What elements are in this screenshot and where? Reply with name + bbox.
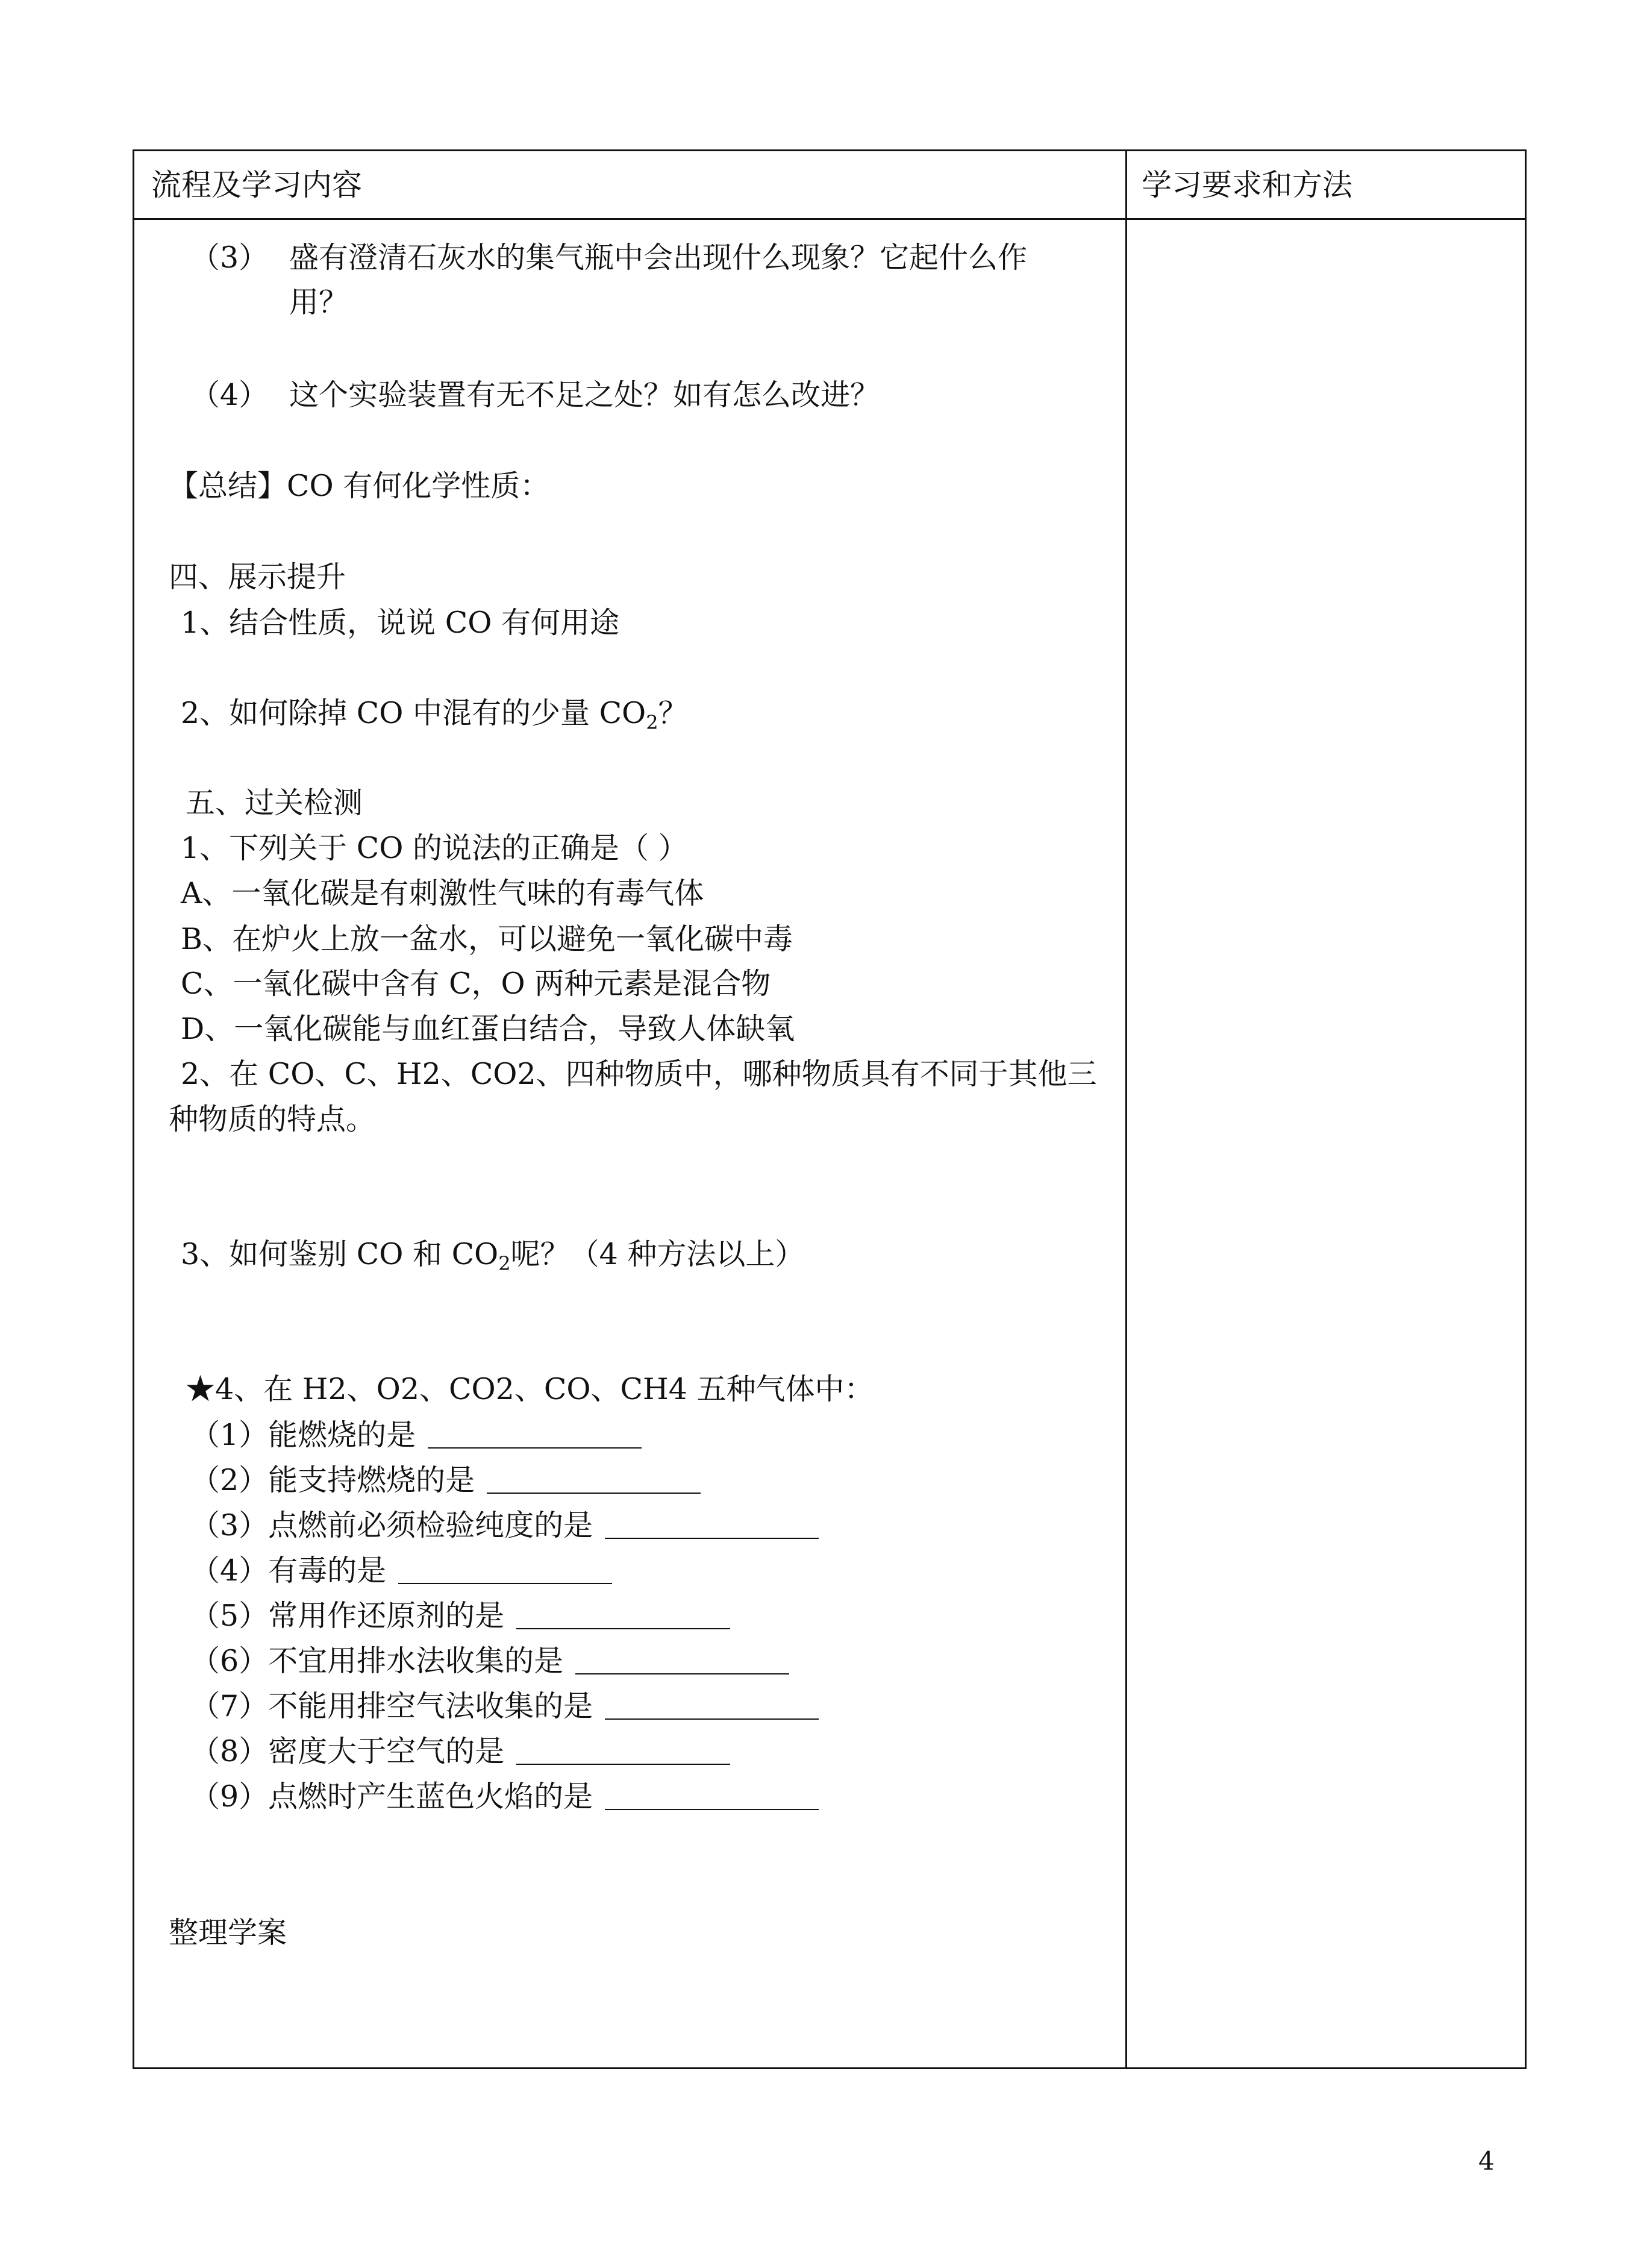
fill-item-2-label: （2）能支持燃烧的是 [190, 1463, 475, 1497]
fill-item-7-label: （7）不能用排空气法收集的是 [190, 1689, 593, 1723]
section-5-option-c: C、一氧化碳中含有 C，O 两种元素是混合物 [181, 966, 771, 1001]
answer-blank-5[interactable] [516, 1628, 730, 1629]
table-header-row [134, 151, 1525, 220]
answer-blank-2[interactable] [487, 1493, 701, 1494]
section-5-option-a: A、一氧化碳是有刺激性气味的有毒气体 [181, 876, 704, 910]
section-4-item-2-subscript: 2 [646, 711, 658, 734]
section-5-question-4-title: ★4、在 H2、O2、CO2、CO、CH4 五种气体中： [186, 1372, 874, 1406]
section-4-item-1: 1、结合性质，说说 CO 有何用途 [181, 606, 619, 640]
section-4-title: 四、展示提升 [169, 560, 346, 594]
section-5-option-d: D、一氧化碳能与血红蛋白结合，导致人体缺氧 [181, 1012, 795, 1046]
section-5-question-1: 1、下列关于 CO 的说法的正确是（ ） [181, 831, 688, 865]
answer-blank-6[interactable] [575, 1673, 789, 1674]
question-3-line2: 用？ [289, 285, 349, 319]
fill-item-1 [190, 1417, 642, 1453]
fill-item-3 [190, 1508, 819, 1544]
question-3-number: （3） [190, 240, 269, 275]
fill-item-9-label: （9）点燃时产生蓝色火焰的是 [190, 1779, 593, 1814]
header-content-label: 流程及学习内容 [151, 168, 362, 202]
section-5-title: 五、过关检测 [186, 786, 363, 820]
organize-label: 整理学案 [169, 1916, 287, 1950]
fill-item-5-label: （5）常用作还原剂的是 [190, 1599, 505, 1633]
answer-blank-3[interactable] [605, 1538, 819, 1539]
fill-item-8-label: （8）密度大于空气的是 [190, 1734, 505, 1768]
question-4-number: （4） [190, 378, 269, 412]
section-5-question-2-line1: 2、在 CO、C、H2、CO2、四种物质中，哪种物质具有不同于其他三 [181, 1057, 1097, 1091]
section-5-question-3-subscript: 2 [498, 1252, 511, 1275]
answer-blank-7[interactable] [605, 1718, 819, 1720]
fill-item-4-label: （4）有毒的是 [190, 1553, 387, 1588]
fill-item-5 [190, 1598, 730, 1634]
section-5-question-3 [181, 1236, 804, 1273]
column-divider [1125, 151, 1127, 2067]
fill-item-4 [190, 1553, 612, 1589]
answer-blank-1[interactable] [428, 1447, 642, 1449]
section-4-item-2-suffix: ？ [658, 696, 688, 730]
fill-item-6-label: （6）不宜用排水法收集的是 [190, 1644, 564, 1678]
question-4-text: 这个实验装置有无不足之处？如有怎么改进？ [289, 378, 880, 412]
answer-blank-4[interactable] [398, 1583, 612, 1584]
fill-item-2 [190, 1462, 701, 1499]
section-5-option-b: B、在炉火上放一盆水，可以避免一氧化碳中毒 [181, 922, 793, 956]
header-method-label: 学习要求和方法 [1142, 168, 1352, 202]
fill-item-9 [190, 1779, 819, 1815]
summary-line: 【总结】CO 有何化学性质： [169, 469, 550, 503]
fill-item-6 [190, 1643, 789, 1679]
fill-item-8 [190, 1734, 730, 1770]
fill-item-1-label: （1）能燃烧的是 [190, 1418, 416, 1452]
section-4-item-2 [181, 695, 688, 734]
page-number: 4 [1478, 2146, 1495, 2176]
section-5-question-2-line2: 种物质的特点。 [169, 1102, 376, 1136]
answer-blank-8[interactable] [516, 1764, 730, 1765]
fill-item-7 [190, 1688, 819, 1724]
section-5-question-3-suffix: 呢？（4 种方法以上） [510, 1237, 805, 1271]
section-5-question-3-text: 3、如何鉴别 CO 和 CO [181, 1237, 499, 1271]
answer-blank-9[interactable] [605, 1809, 819, 1810]
section-4-item-2-text: 2、如何除掉 CO 中混有的少量 CO [181, 696, 646, 730]
fill-item-3-label: （3）点燃前必须检验纯度的是 [190, 1508, 593, 1543]
question-3-line1: 盛有澄清石灰水的集气瓶中会出现什么现象？它起什么作 [289, 240, 1028, 275]
